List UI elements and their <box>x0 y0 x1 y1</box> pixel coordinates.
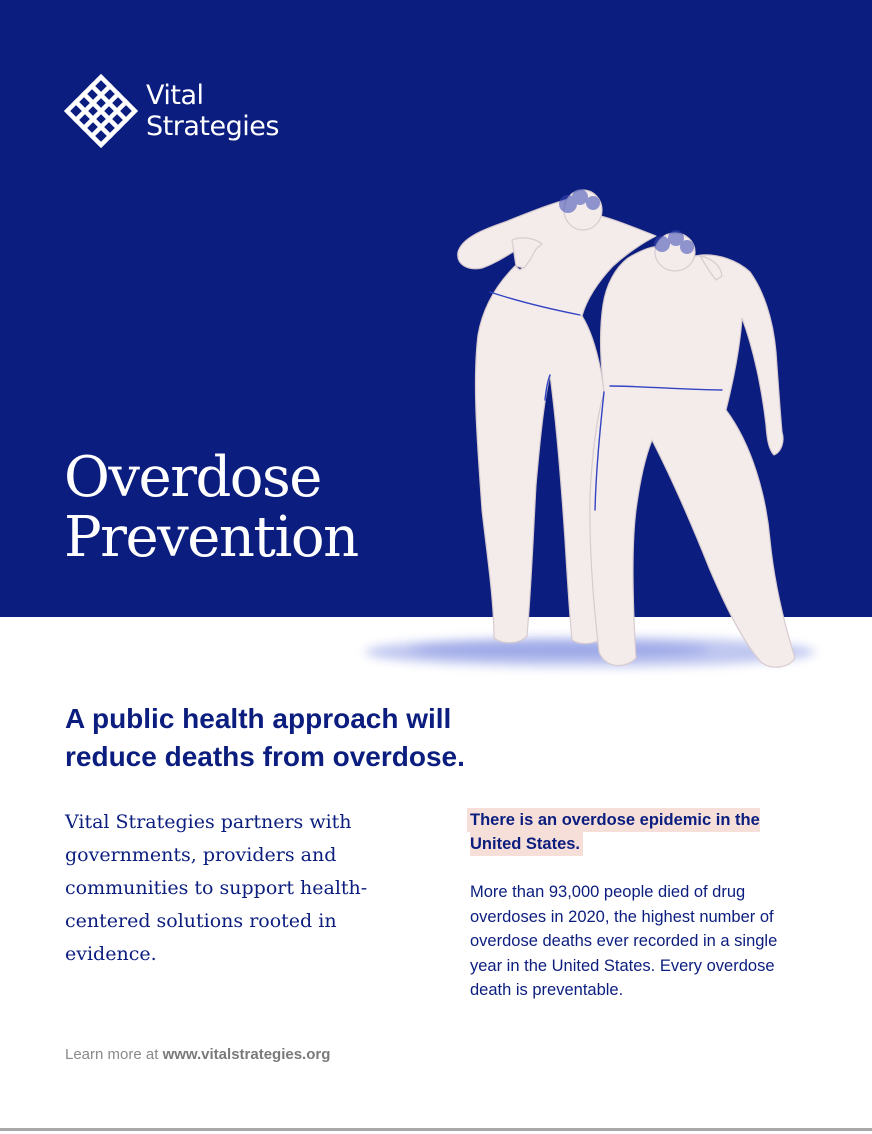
brand-name-line1: Vital <box>146 80 204 111</box>
callout-highlight <box>470 808 788 856</box>
footer-link[interactable]: www.vitalstrategies.org <box>162 1046 331 1063</box>
title-line2: Prevention <box>64 505 358 570</box>
brand-name-line2: Strategies <box>146 111 279 142</box>
footer <box>65 1046 330 1063</box>
callout-text: There is an overdose epidemic in the United States. <box>470 811 760 853</box>
page-bottom-rule <box>0 1128 872 1131</box>
body-paragraph: More than 93,000 people died of drug overdoses in 2020, the highest number of overdose deaths ever recorded in a single year in the United States. Every overdose death is preventable. <box>470 883 778 999</box>
title-line1: Overdose <box>64 445 321 510</box>
supported-person <box>590 246 795 667</box>
intro-paragraph: Vital Strategies partners with governments, providers and communities to support health-centered solutions rooted in evidence. <box>65 811 368 965</box>
footer-prefix: Learn more at <box>65 1046 159 1063</box>
headline: A public health approach will reduce deaths from overdose. <box>65 703 465 772</box>
